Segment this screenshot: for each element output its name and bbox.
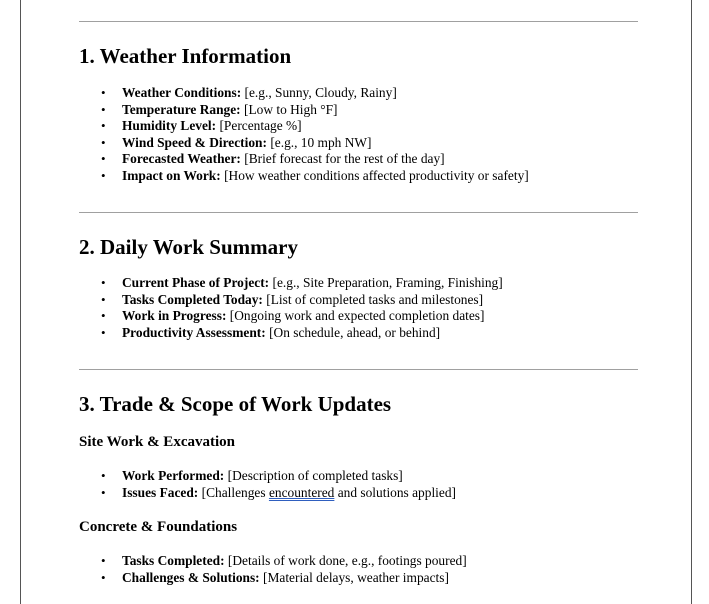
item-value: [List of completed tasks and milestones] <box>266 291 484 307</box>
item-value: [e.g., Site Preparation, Framing, Finishing] <box>272 275 503 290</box>
bullet: • <box>101 553 106 568</box>
list-item <box>79 325 503 342</box>
bullet: • <box>101 101 106 117</box>
heading-trade-scope-updates: 3. Trade & Scope of Work Updates <box>79 392 392 416</box>
list-item <box>79 292 503 309</box>
spellcheck-flagged-word[interactable]: encountered <box>268 484 335 500</box>
item-label: Challenges & Solutions: <box>122 569 260 585</box>
item-value-pre: [Challenges <box>201 484 269 500</box>
item-label: Tasks Completed: <box>122 553 225 568</box>
page-border-right <box>691 0 692 604</box>
item-value: [Ongoing work and expected completion dates] <box>229 308 485 324</box>
item-label: Temperature Range: <box>122 101 241 117</box>
item-label: Tasks Completed Today: <box>122 291 263 307</box>
item-label: Work in Progress: <box>122 308 227 324</box>
bullet: • <box>101 134 106 150</box>
subheading-site-work-excavation: Site Work & Excavation <box>79 434 235 450</box>
bullet: • <box>101 308 106 324</box>
item-value: [Brief forecast for the rest of the day] <box>244 151 445 167</box>
heading-weather-information: 1. Weather Information <box>79 44 292 68</box>
item-value: [e.g., 10 mph NW] <box>270 134 372 150</box>
item-value-post: and solutions applied] <box>334 484 456 500</box>
subheading-concrete-foundations: Concrete & Foundations <box>79 519 238 535</box>
item-label: Humidity Level: <box>122 118 217 134</box>
weather-list <box>79 85 529 185</box>
item-label: Weather Conditions: <box>122 85 242 100</box>
list-item <box>79 468 456 485</box>
item-label: Issues Faced: <box>122 484 199 500</box>
item-value: [Percentage %] <box>219 118 302 134</box>
list-item <box>79 485 456 502</box>
list-item <box>79 118 529 135</box>
section-divider <box>79 369 638 370</box>
bullet: • <box>101 569 106 585</box>
bullet: • <box>101 484 106 500</box>
list-item <box>79 308 503 325</box>
item-label: Impact on Work: <box>122 167 221 183</box>
list-item <box>79 102 529 119</box>
item-label: Forecasted Weather: <box>122 151 241 167</box>
list-item <box>79 168 529 185</box>
bullet: • <box>101 151 106 167</box>
item-value: [On schedule, ahead, or behind] <box>269 324 441 340</box>
bullet: • <box>101 468 106 483</box>
page-border-left <box>20 0 21 604</box>
item-label: Current Phase of Project: <box>122 275 270 290</box>
list-item <box>79 275 503 292</box>
site-work-list <box>79 468 456 501</box>
item-value: [How weather conditions affected productivity or safety] <box>224 167 529 183</box>
item-value: [Low to High °F] <box>244 101 338 117</box>
item-value: [Description of completed tasks] <box>227 468 403 483</box>
item-value: [Details of work done, e.g., footings poured] <box>227 553 467 568</box>
list-item <box>79 151 529 168</box>
bullet: • <box>101 324 106 340</box>
bullet: • <box>101 118 106 134</box>
heading-daily-work-summary: 2. Daily Work Summary <box>79 235 298 259</box>
bullet: • <box>101 291 106 307</box>
section-divider <box>79 21 638 22</box>
item-label: Work Performed: <box>122 468 225 483</box>
section-divider <box>79 212 638 213</box>
item-label: Wind Speed & Direction: <box>122 134 267 150</box>
concrete-list <box>79 553 467 586</box>
work-summary-list <box>79 275 503 341</box>
item-value: [e.g., Sunny, Cloudy, Rainy] <box>244 85 397 100</box>
bullet: • <box>101 85 106 100</box>
list-item <box>79 553 467 570</box>
list-item <box>79 85 529 102</box>
item-label: Productivity Assessment: <box>122 324 266 340</box>
list-item <box>79 570 467 587</box>
bullet: • <box>101 167 106 183</box>
list-item <box>79 135 529 152</box>
bullet: • <box>101 275 106 290</box>
item-value: [Material delays, weather impacts] <box>263 569 449 585</box>
